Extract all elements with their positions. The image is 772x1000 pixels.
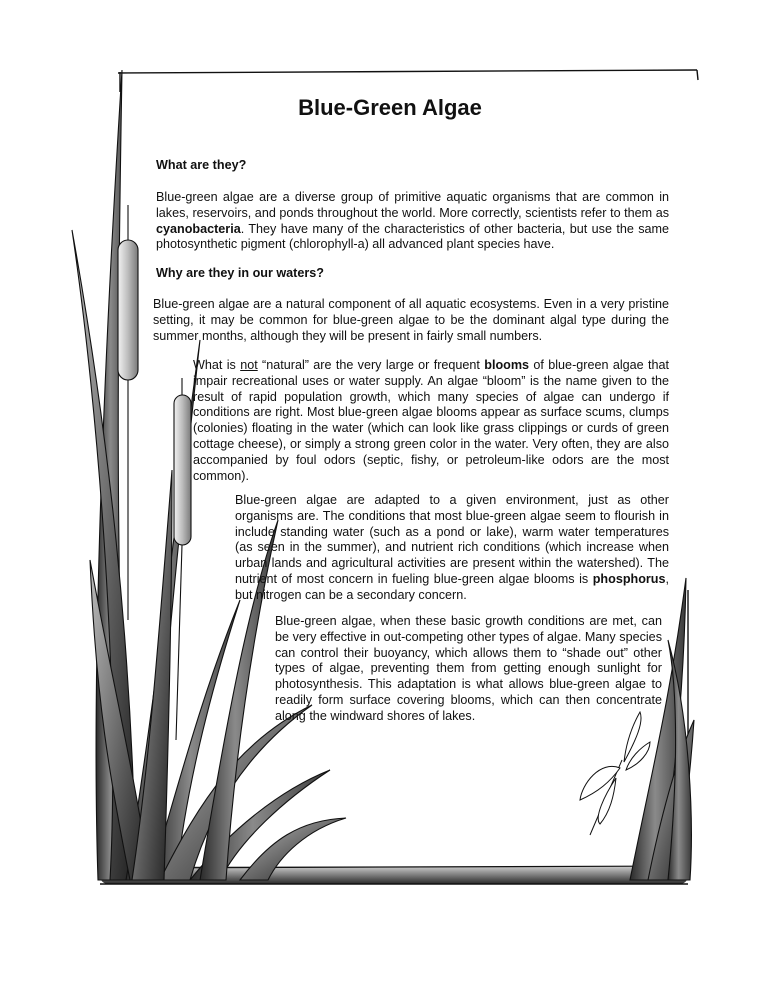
- term-cyanobacteria: cyanobacteria: [156, 221, 241, 236]
- paragraph-out-competing: Blue-green algae, when these basic growth conditions are met, can be very effective in out-competing other types of algae. Many species can control their buoyancy, which allows them to “shade out” other types of algae, preventing them from getting enough sunlight for photosynthesis. This adaptation is what allows blue-green algae to readily form surface covering blooms, which can then concentrate along the windward shores of lakes.: [275, 614, 662, 723]
- paragraph-blooms-text-b: “natural” are the very large or frequent: [257, 358, 485, 372]
- heading-why-in-our-waters: Why are they in our waters?: [156, 266, 324, 280]
- heading-what-are-they: What are they?: [156, 158, 247, 172]
- paragraph-conditions-text-b: , but nitrogen can be a secondary concern.: [235, 571, 669, 602]
- paragraph-blooms: [193, 358, 669, 484]
- paragraph-natural-component: Blue-green algae are a natural component of all aquatic ecosystems. Even in a very pristine setting, it may be common for blue-green algae to be the dominant algal type during the summer months, although they will be present in fairly small numbers.: [153, 297, 669, 343]
- cattail-heads: [118, 205, 191, 740]
- page-title: Blue-Green Algae: [298, 95, 482, 120]
- paragraph-conditions-text-a: Blue-green algae are adapted to a given environment, just as other organisms are. The conditions that most blue-green algae seem to flourish in include standing water (such as a pond or lake), warm water temperatures (as seen in the summer), and nutrient rich conditions (which increase when urban lands and agricultural activities are present within the watershed). The nutrient of most concern in fueling blue-green algae blooms is: [235, 493, 669, 586]
- term-phosphorus: phosphorus: [592, 571, 666, 586]
- emphasis-not: not: [240, 358, 258, 372]
- dragonfly-icon: [580, 712, 650, 835]
- paragraph-what-are-they: [156, 190, 669, 253]
- paragraph-what-text-b: . They have many of the characteristics of other bacteria, but use the same photosynthetic pigment (chlorophyll-a) all advanced plant species have.: [156, 221, 669, 252]
- paragraph-what-text-a: Blue-green algae are a diverse group of primitive aquatic organisms that are common in lakes, reservoirs, and ponds throughout the world. More correctly, scientists refer to them as: [156, 190, 669, 220]
- paragraph-growth-conditions: [235, 493, 669, 604]
- paragraph-blooms-text-a: What is: [193, 358, 241, 372]
- paragraph-blooms-text-c: of blue-green algae that impair recreational uses or water supply. An algae “bloom” is the name given to the result of rapid population growth, which many species of algae can undergo if conditions are right. Most blue-green algae blooms appear as surface scums, clumps (colonies) floating in the water (which can look like grass clippings or curds of green cottage cheese), or simply a strong green color in the water. Very often, they are also accompanied by foul odors (septic, fishy, or petroleum-like odors are the most common).: [193, 358, 669, 483]
- term-blooms: blooms: [484, 358, 530, 372]
